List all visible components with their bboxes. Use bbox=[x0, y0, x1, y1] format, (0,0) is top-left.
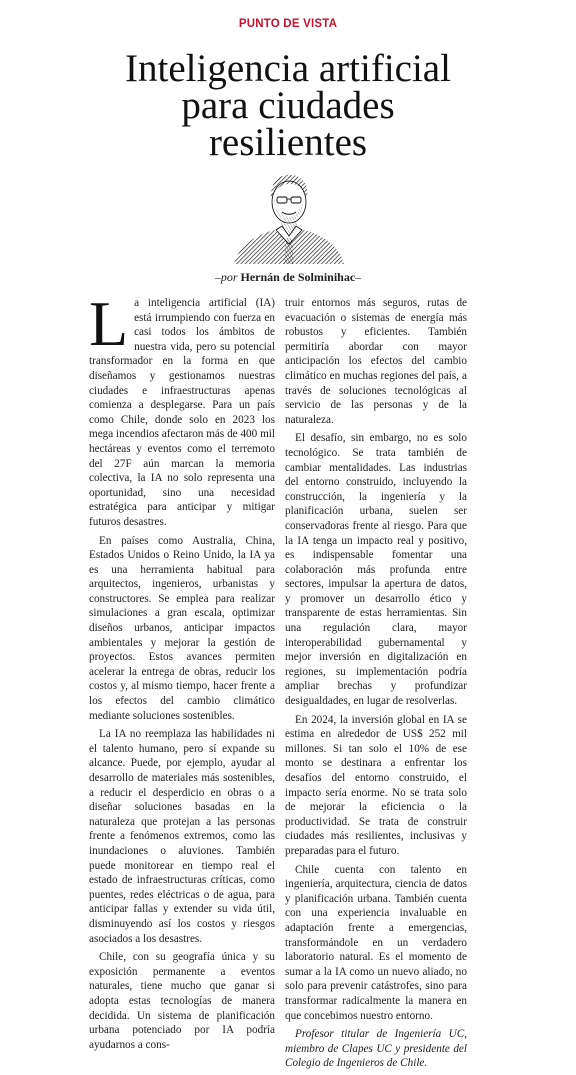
headline-line-2: para ciudades bbox=[181, 84, 395, 127]
byline-prefix: –por bbox=[214, 270, 241, 284]
article-paragraph-6: En 2024, la inversión global en IA se estima en alrededor de US$ 252 mil millones. Si tan solo el 10% de ese monto se destinara a enfrentar los desafíos del entorno construido, el impacto sería enorme. No se trata solo de mejorar la eficiencia o la productividad. Se trata de construir ciudades más resilientes, inclusivas y preparadas para el futuro. bbox=[285, 713, 467, 857]
article-column-right bbox=[285, 296, 467, 1075]
byline-suffix: – bbox=[355, 270, 362, 284]
drop-cap: L bbox=[89, 288, 129, 359]
article-paragraph-5: El desafío, sin embargo, no es solo tecnológico. Se trata también de cambiar mentalidades. Las industrias del entorno construido, incluyendo la construcción, la ingeniería y la planificación urbana, suelen ser conservadoras frente al riesgo. Para que la IA tenga un impacto real y positivo, es indispensable fomentar una colaboración más profunda entre sectores, impulsar la apertura de datos, y promover un desarrollo ético y transparente de estas herramientas. Sin una regulación clara, mayor interoperabilidad gubernamental y mejor inversión en digitalización en regiones, su implementación podría ampliar brechas y profundizar desigualdades, en lugar de resolverlas. bbox=[285, 432, 467, 708]
article-paragraph-3: La IA no reemplaza las habilidades ni el talento humano, pero sí expande su alcance. Puede, por ejemplo, ayudar al desarrollo de materiales más sostenibles, a reducir el desperdicio en obras o a diseñar soluciones basadas en la naturaleza que protejan a las personas frente a fenómenos extremos, como las inundaciones o aluviones. También puede monitorear en tiempo real el estado de infraestructuras críticas, como puentes, redes eléctricas o de agua, para anticipar fallas y extender su vida útil, disminuyendo así los costos y riesgos asociados a los desastres. bbox=[89, 728, 275, 945]
headline-line-3: resilientes bbox=[208, 121, 368, 164]
byline-author: Hernán de Solminihac bbox=[240, 270, 356, 284]
article-paragraph-7: Chile cuenta con talento en ingeniería, arquitectura, ciencia de datos y planificación urbana. También cuenta con una experiencia invaluable en adaptación frente a emergencias, transformándole en un verdadero laboratorio natural. Es el momento de sumar a la IA como un nuevo aliado, no solo para prevenir catástrofes, sino para transformar radicalmente la manera en que concebimos nuestro entorno. bbox=[285, 863, 467, 1022]
author-signature: Profesor titular de Ingeniería UC, miembro de Clapes UC y presidente del Colegio de Ingenieros de Chile. bbox=[285, 1028, 467, 1070]
article-paragraph-2: En países como Australia, China, Estados Unidos o Reino Unido, la IA ya es una herramienta habitual para arquitectos, ingenieros, urbanistas y constructores. Se emplea para realizar simulaciones a gran escala, optimizar diseños urbanos, anticipar impactos ambientales y mejorar la gestión de proyectos. Estos avances permiten acelerar la entrega de obras, reducir los costos y, al mismo tiempo, hacer frente a los efectos del cambio climático mediante soluciones sostenibles. bbox=[89, 534, 275, 722]
article-paragraph-4-end: truir entornos más seguros, rutas de evacuación o sistemas de energía más robustos y eficientes. También permitiría abordar con mayor anticipación los efectos del cambio climático en muchas regiones del país, a través de soluciones tecnológicas al servicio de las personas y de la naturaleza. bbox=[285, 297, 467, 426]
section-label: PUNTO DE VISTA bbox=[238, 18, 338, 30]
author-portrait bbox=[226, 168, 352, 264]
headline-line-1: Inteligencia artificial bbox=[125, 47, 451, 90]
article-paragraph-4-start: Chile, con su geografía única y su exposición permanente a eventos naturales, tiene mucho que ganar si adopta estas tecnologías de manera decidida. Un sistema de planificación urbana potenciado por IA podría ayudarnos a cons- bbox=[89, 951, 275, 1051]
article-column-left bbox=[89, 288, 275, 1056]
article-paragraph-1 bbox=[89, 288, 275, 530]
byline bbox=[0, 270, 576, 285]
headline bbox=[60, 47, 516, 164]
article-paragraph-1-text: a inteligencia artificial (IA) está irrumpiendo con fuerza en casi todos los ámbitos de nuestra vida, pero su potencial transformador en la forma en que diseñamos y gestionamos nuestras ciudades e infraestructuras apenas comienza a desplegarse. Para un país como Chile, donde solo en 2023 los mega incendios afectaron más de 400 mil hectáreas y eventos como el terremoto del 27F aún marcan la memoria colectiva, la IA no solo representa una oportunidad, sino una necesidad estratégica para anticipar y mitigar futuros desastres. bbox=[89, 297, 275, 528]
